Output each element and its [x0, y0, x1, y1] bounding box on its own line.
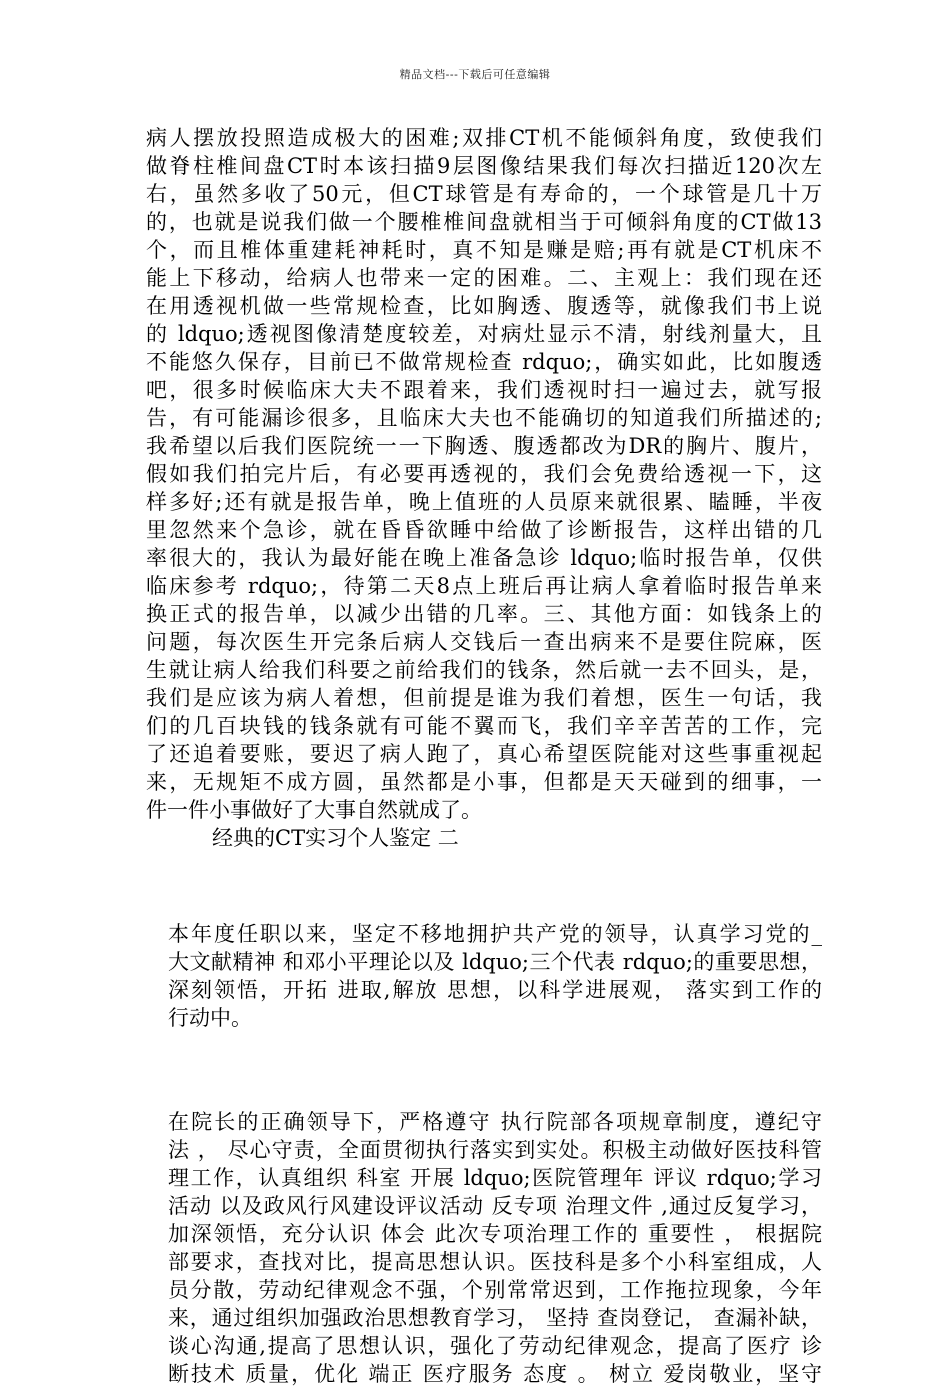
text-line: 本年度任职以来，坚定不移地拥护共产党的领导，认真学习党的_ — [168, 922, 822, 946]
text-line: 的，也就是说我们做一个腰椎椎间盘就相当于可倾斜角度的CT做13 — [146, 210, 822, 234]
text-line: 我希望以后我们医院统一一下胸透、腹透都改为DR的胸片、腹片， — [146, 434, 822, 458]
text-line: 做脊柱椎间盘CT时本该扫描9层图像结果我们每次扫描近120次左 — [146, 154, 822, 178]
text-line: 里忽然来个急诊，就在昏昏欲睡中给做了诊断报告，这样出错的几 — [146, 518, 822, 542]
text-line: 率很大的，我认为最好能在晚上准备急诊 ldquo;临时报告单，仅供 — [146, 546, 822, 570]
spacer — [146, 852, 822, 920]
spacer — [146, 1032, 822, 1108]
text-line: 来，通过组织加强政治思想教育学习， 坚持 查岗登记， 查漏补缺， — [168, 1306, 822, 1330]
text-line: 我们是应该为病人着想，但前提是谁为我们着想，医生一句话，我 — [146, 686, 822, 710]
text-line: 问题，每次医生开完条后病人交钱后一查出病来不是要住院麻，医 — [146, 630, 822, 654]
text-line: 行动中。 — [168, 1006, 252, 1030]
paragraph-2 — [146, 920, 822, 1032]
text-line: 大文献精神 和邓小平理论以及 ldquo;三个代表 rdquo;的重要思想， — [168, 950, 822, 974]
text-line: 换正式的报告单，以减少出错的几率。三、其他方面：如钱条上的 — [146, 602, 822, 626]
section-title: 经典的CT实习个人鉴定 二 — [212, 826, 459, 850]
text-line: 吧，很多时候临床大夫不跟着来，我们透视时扫一遍过去，就写报 — [146, 378, 822, 402]
text-line: 们的几百块钱的钱条就有可能不翼而飞，我们辛辛苦苦的工作，完 — [146, 714, 822, 738]
text-line: 部要求，查找对比，提高思想认识。医技科是多个小科室组成，人 — [168, 1250, 822, 1274]
text-line: 生就让病人给我们科要之前给我们的钱条，然后就一去不回头，是， — [146, 658, 822, 682]
text-line: 不能悠久保存，目前已不做常规检查 rdquo;，确实如此，比如腹透 — [146, 350, 822, 374]
text-line: 病人摆放投照造成极大的困难;双排CT机不能倾斜角度，致使我们 — [146, 126, 822, 150]
text-line: 假如我们拍完片后，有必要再透视的，我们会免费给透视一下，这 — [146, 462, 822, 486]
text-line: 断技术 质量，优化 端正 医疗服务 态度 。 树立 爱岗敬业，坚守 — [168, 1362, 822, 1386]
text-line: 来，无规矩不成方圆，虽然都是小事，但都是天天碰到的细事，一 — [146, 770, 822, 794]
text-line: 理工作，认真组织 科室 开展 ldquo;医院管理年 评议 rdquo;学习 — [168, 1166, 822, 1190]
text-line: 谈心沟通,提高了思想认识，强化了劳动纪律观念，提高了医疗 诊 — [168, 1334, 822, 1358]
text-line: 件一件小事做好了大事自然就成了。 — [146, 798, 482, 822]
text-line: 在用透视机做一些常规检查，比如胸透、腹透等，就像我们书上说 — [146, 294, 822, 318]
text-line: 深刻领悟，开拓 进取,解放 思想，以科学进展观， 落实到工作的 — [168, 978, 822, 1002]
text-line: 样多好;还有就是报告单，晚上值班的人员原来就很累、瞌睡，半夜 — [146, 490, 822, 514]
text-line: 能上下移动，给病人也带来一定的困难。二、主观上：我们现在还 — [146, 266, 822, 290]
paragraph-1 — [146, 124, 822, 824]
text-line: 个，而且椎体重建耗神耗时，真不知是赚是赔;再有就是CT机床不 — [146, 238, 822, 262]
document-body — [146, 124, 822, 1388]
text-line: 的 ldquo;透视图像清楚度较差，对病灶显示不清，射线剂量大，且 — [146, 322, 822, 346]
text-line: 加深领悟，充分认识 体会 此次专项治理工作的 重要性 ， 根据院 — [168, 1222, 822, 1246]
text-line: 员分散，劳动纪律观念不强，个别常常迟到，工作拖拉现象，今年 — [168, 1278, 822, 1302]
text-line: 了还追着要账，要迟了病人跑了，真心希望医院能对这些事重视起 — [146, 742, 822, 766]
text-line: 临床参考 rdquo;，待第二天8点上班后再让病人拿着临时报告单来 — [146, 574, 822, 598]
text-line: 法 ， 尽心守责，全面贯彻执行落实到实处。积极主动做好医技科管 — [168, 1138, 822, 1162]
paragraph-3 — [146, 1108, 822, 1388]
text-line: 右，虽然多收了50元，但CT球管是有寿命的，一个球管是几十万 — [146, 182, 822, 206]
text-line: 在院长的正确领导下，严格遵守 执行院部各项规章制度，遵纪守 — [168, 1110, 822, 1134]
page-header: 精品文档---下载后可任意编辑 — [399, 68, 551, 81]
text-line: 告，有可能漏诊很多，且临床大夫也不能确切的知道我们所描述的; — [146, 406, 822, 430]
text-line: 活动 以及政风行风建设评议活动 反专项 治理文件 ,通过反复学习， — [168, 1194, 822, 1218]
